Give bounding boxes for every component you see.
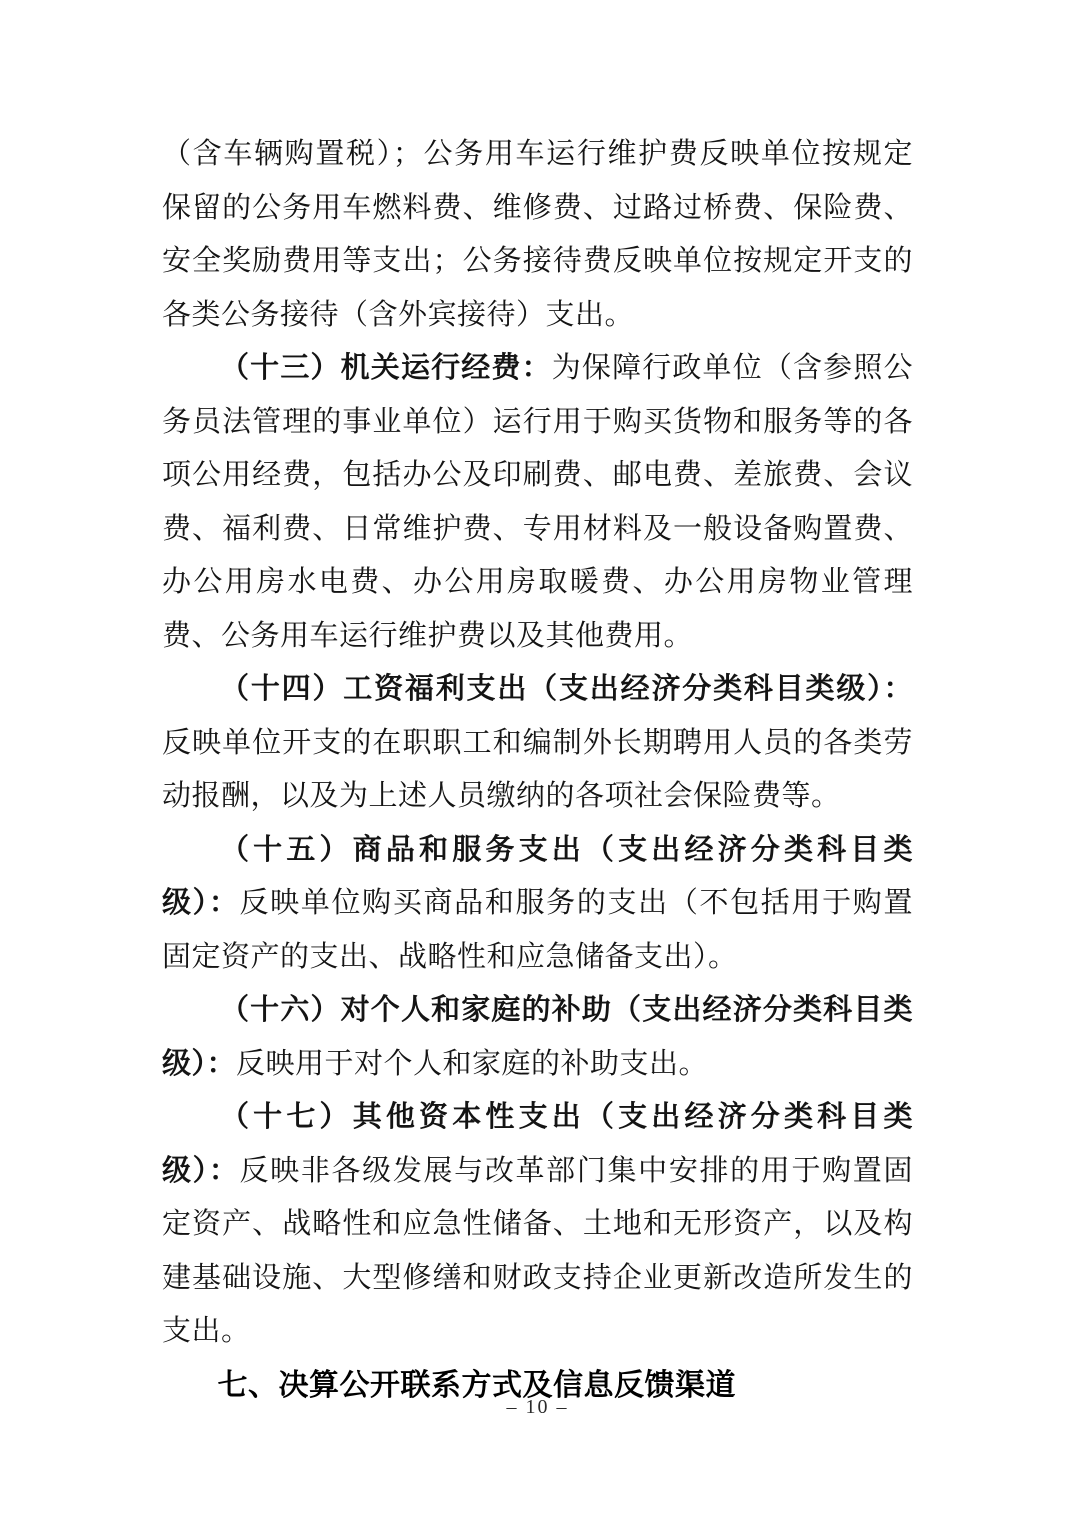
section-heading: 七、决算公开联系方式及信息反馈渠道 xyxy=(217,1368,736,1402)
paragraph-text: 反映非各级发展与改革部门集中安排的用于购置固定资产、战略性和应急性储备、土地和无形资产，以及构建基础设施、大型修缮和财政支持企业更新改造所发生的支出。 xyxy=(162,1154,913,1347)
paragraph-text: 反映单位开支的在职职工和编制外长期聘用人员的各类劳动报酬，以及为上述人员缴纳的各项社会保险费等。 xyxy=(162,726,913,812)
paragraph-text: 反映单位购买商品和服务的支出（不包括用于购置固定资产的支出、战略性和应急储备支出）。 xyxy=(162,887,913,973)
paragraph-continuation xyxy=(162,128,913,342)
paragraph-item-15 xyxy=(162,824,913,985)
paragraph-lead: （十六）对个人和家庭的补助（支出经济分类科目类级）： xyxy=(162,994,913,1080)
paragraph-item-14 xyxy=(162,663,913,824)
paragraph-text: 反映用于对个人和家庭的补助支出。 xyxy=(236,1047,709,1080)
paragraph-lead: （十三）机关运行经费： xyxy=(220,352,552,384)
page-number: – 10 – xyxy=(506,1396,569,1418)
paragraph-lead: （十七）其他资本性支出（支出经济分类科目类级）： xyxy=(162,1101,913,1187)
paragraph-lead: （十四）工资福利支出（支出经济分类科目类级）： xyxy=(220,673,913,705)
paragraph-text: 为保障行政单位（含参照公务员法管理的事业单位）运行用于购买货物和服务等的各项公用经费，包括办公及印刷费、邮电费、差旅费、会议费、福利费、日常维护费、专用材料及一般设备购置费、办公用房水电费、办公用房取暖费、办公用房物业管理费、公务用车运行维护费以及其他费用。 xyxy=(162,352,913,652)
paragraph-text: （含车辆购置税）；公务用车运行维护费反映单位按规定保留的公务用车燃料费、维修费、过路过桥费、保险费、安全奖励费用等支出；公务接待费反映单位按规定开支的各类公务接待（含外宾接待）支出。 xyxy=(162,138,913,331)
paragraph-item-17 xyxy=(162,1091,913,1359)
paragraph-item-16 xyxy=(162,984,913,1091)
document-content xyxy=(162,128,913,1412)
paragraph-item-13 xyxy=(162,342,913,663)
paragraph-lead: （十五）商品和服务支出（支出经济分类科目类级）： xyxy=(162,833,913,919)
